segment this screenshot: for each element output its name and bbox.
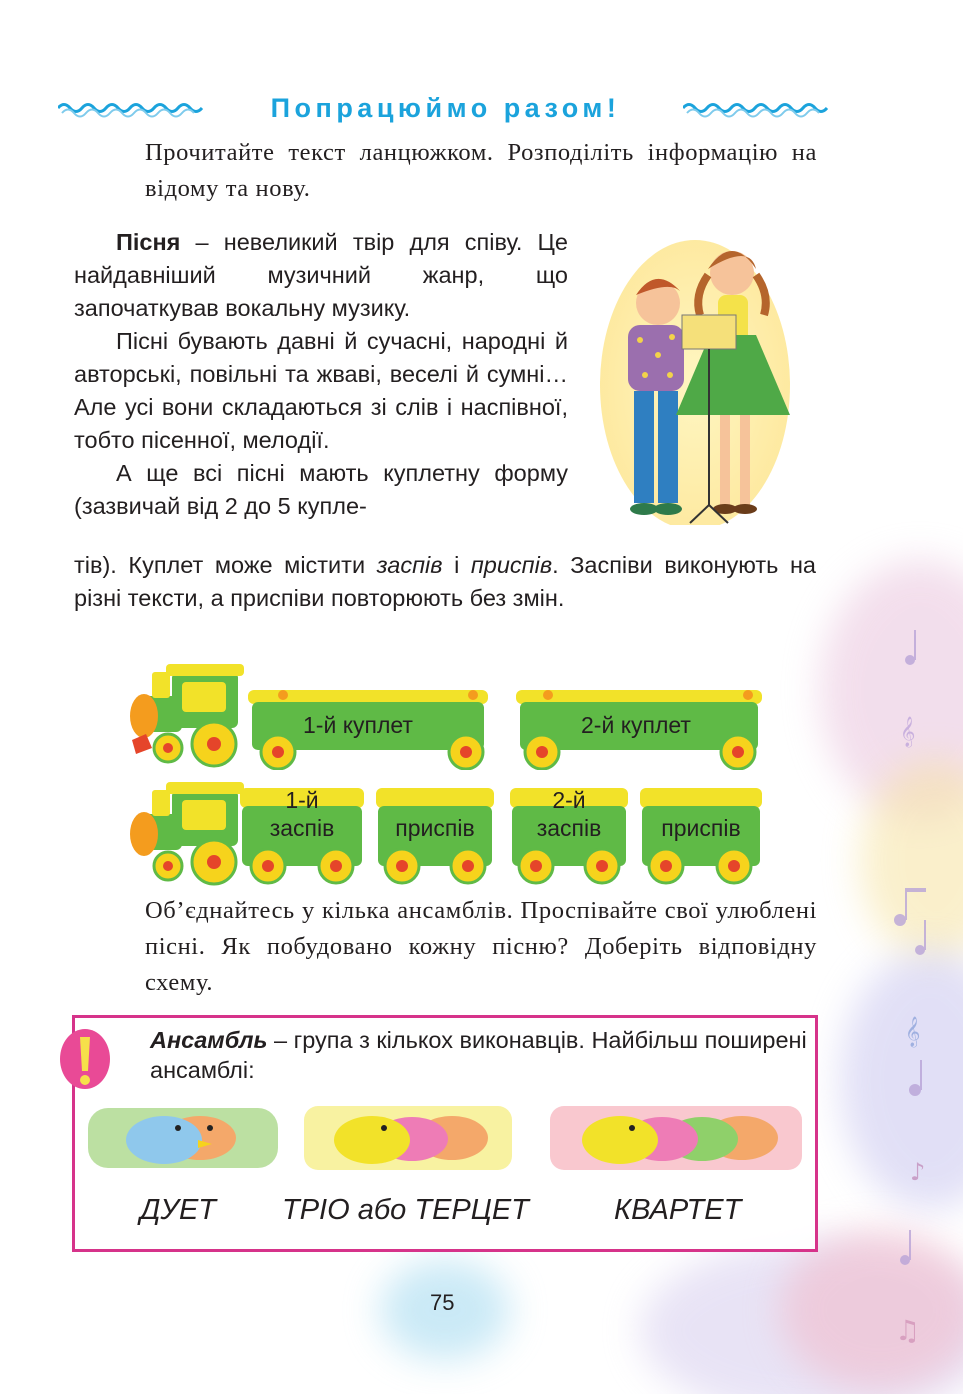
term-pryspiv: приспів [470,552,553,578]
wagon-label-verse-2 [512,786,626,842]
song-text-column [74,226,568,523]
verse-1-number: 1-й [285,787,319,813]
wagon-label-verse-1 [242,786,362,842]
song-text-wide [74,549,816,615]
svg-text:♪: ♪ [910,1158,926,1186]
chorus-2-number [642,786,760,814]
verse-2-number: 2-й [552,787,586,813]
svg-text:♫: ♫ [895,1314,921,1347]
wave-decoration-left [58,97,208,119]
svg-text:𝄞: 𝄞 [905,1017,921,1047]
section-heading-row [58,88,833,128]
chorus-2-word: приспів [661,815,741,841]
term-song: Пісня [116,229,181,255]
duet-birds-picture [88,1102,278,1174]
quartet-birds-picture [550,1102,802,1174]
couplet-text-a: тів). Куплет може містити [74,552,377,578]
term-zaspiv: заспів [376,552,443,578]
exclamation-icon [58,1027,112,1091]
singing-children-illustration [600,225,790,525]
ensemble-label-trio: ТРІО або ТЕРЦЕТ [282,1194,529,1226]
chorus-1-word: приспів [395,815,475,841]
locomotive [130,664,244,766]
wave-decoration-right [683,97,833,119]
song-definition-text: – невеликий твір для співу. Це найдавніший музичний жанр, що започаткував вокальну музику. [74,229,568,321]
paragraph-couplet-end [74,549,816,615]
section-heading: Попрацюймо разом! [270,92,621,123]
ensemble-label-duet: ДУЕТ [140,1194,217,1226]
wagon-label-couplet-2: 2-й куплет [581,712,691,738]
couplet-text-c: . Заспіви виконують на різні тексти, а приспіви повторюють без змін. [74,552,816,611]
svg-text:𝄞: 𝄞 [900,717,916,747]
paragraph-couplet-start: А ще всі пісні мають куплетну форму (зазвичай від 2 до 5 купле- [74,460,568,519]
wagon-label-couplet-1: 1-й куплет [303,712,413,738]
verse-1-word: заспів [269,815,335,841]
paragraph-song-types: Пісні бувають давні й сучасні, народні й авторські, повільні та жваві, веселі й сумні… Але усі вони складаються зі слів і наспівної, тобто пісенної, мелодії. [74,328,568,453]
term-ensemble: Ансамбль [150,1027,268,1053]
ensemble-label-quartet: КВАРТЕТ [614,1194,742,1226]
locomotive [130,782,244,884]
paragraph-song-definition [74,226,568,325]
chorus-1-number [378,786,492,814]
trio-birds-picture [304,1102,512,1174]
intro-task: Прочитайте текст ланцюжком. Розподіліть інформацію на відому та нову. [145,139,817,202]
verse-2-word: заспів [536,815,602,841]
wagon-label-chorus-1 [378,786,492,842]
ensemble-definition [150,1025,810,1085]
page-number: 75 [430,1290,455,1315]
couplet-text-b: і [442,552,471,578]
music-notes-decoration [880,620,960,1360]
wagon-label-chorus-2 [642,786,760,842]
ensemble-definition-text: – група з кількох виконавців. Найбільш поширені ансамблі: [150,1027,807,1083]
ensemble-task: Об’єднайтесь у кілька ансамблів. Проспівайте свої улюблені пісні. Як побудовано кожну пісню? Доберіть відповідну схему. [145,897,817,996]
